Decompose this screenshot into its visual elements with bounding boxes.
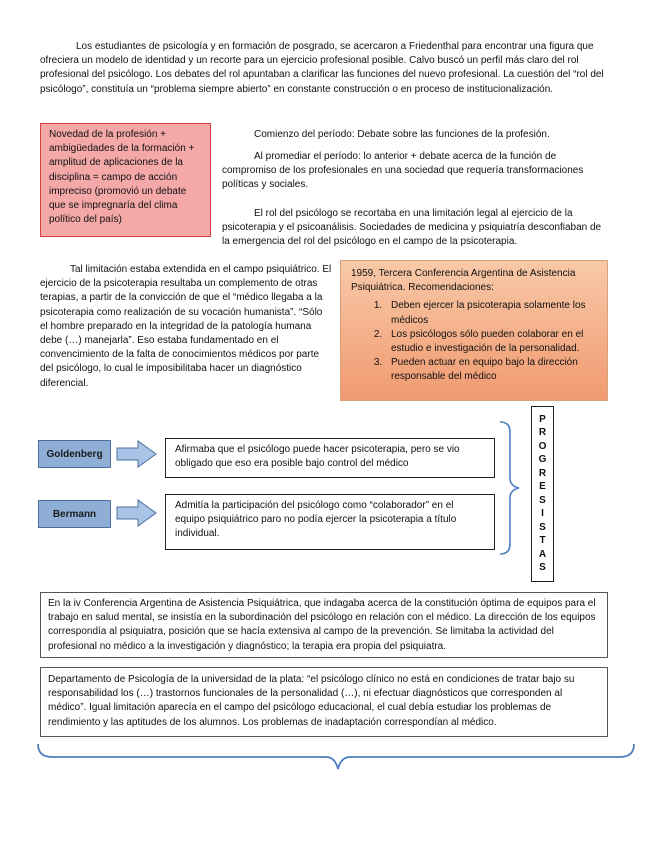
bottom-brace-icon	[38, 744, 634, 769]
pink-summary-text: Novedad de la profesión + ambigüedades de la formación + amplitud de aplicaciones de la disciplina = campo de acción impreciso (promovió un debate que se impregnaría del clima político del país)	[49, 129, 195, 226]
la-plata-text: Departamento de Psicología de la universidad de la plata: “el psicólogo clínico no está en condiciones de tratar bajo su responsabilidad los (…) trastornos funcionales de la personalidad (…), ni efectuar diagnósticos que corresponden al médico”. Igual limitación aparecía en el campo del psicólogo educacional, el cual debía estudiar los problemas de rendimiento y las aptitudes de los alumnos. Los problemas de inadaptación correspondían al médico.	[48, 674, 575, 728]
goldenberg-text: Afirmaba que el psicólogo puede hacer psicoterapia, pero se vio obligado que eso era posible bajo control del médico	[175, 444, 460, 470]
recommendation-item: 3. Pueden actuar en equipo bajo la dirección responsable del médico	[385, 356, 599, 384]
fourth-conference-box	[40, 592, 608, 658]
bermann-text: Admitía la participación del psicólogo como “colaborador” en el equipo psiquiátrico paro no podía ejercer la psicoterapia a título individual.	[175, 500, 457, 540]
fourth-conference-text: En la iv Conferencia Argentina de Asistencia Psiquiátrica, que indagaba acerca de la constitución óptima de equipos para el trabajo en salud mental, se insistía en la subordinación del psicólogo en relación con el médico. La dirección de los equipos correspondía al psiquiatra, posición que se hacía extensiva al campo de la prevención. Se limitaba la actividad del profesional no médico a la investigación y diagnóstico; la terapia era propia del psiquiatra.	[48, 598, 596, 652]
arrow-right-icon	[117, 500, 156, 526]
recommendation-item: 2. Los psicólogos sólo pueden colaborar en el estudio e investigación de la personalidad.	[385, 328, 599, 356]
la-plata-box	[40, 667, 608, 737]
right-brace-icon	[500, 422, 519, 554]
bermann-label: Bermann	[38, 500, 111, 528]
period-role: El rol del psicólogo se recortaba en una limitación legal al ejercicio de la psicoterapia y el psicoanálisis. Sociedades de medicina y psiquiatría desconfiaban de la emergencia del rol del psicólogo en el campo de la psicoterapia.	[222, 208, 602, 248]
intro-paragraph: Los estudiantes de psicología y en formación de posgrado, se acercaron a Friedenthal para encontrar una figura que ofreciera un modelo de identidad y un recorte para un ejercicio profesional posible. Calvo buscó un perfil más claro del rol profesional del psicólogo. Los debates del rol apuntaban a clarificar las funciones del nuevo profesional. La cuestión del “rol del psicólogo”, constituía un “problema siempre abierto” en constante construcción o en proceso de institucionalización.	[40, 41, 604, 95]
period-start: Comienzo del período: Debate sobre las funciones de la profesión.	[254, 129, 550, 140]
period-middle: Al promediar el período: lo anterior + debate acerca de la función de compromiso de los profesionales en una sociedad que requería transformaciones políticas y sociales.	[222, 151, 584, 191]
goldenberg-label: Goldenberg	[38, 440, 111, 468]
limitation-paragraph: Tal limitación estaba extendida en el campo psiquiátrico. El ejercicio de la psicoterapia resultaba un complemento de otras terapias, a partir de la convicción de que el “médico llegaba a la psicoterapia como realización de su vocación humanista”. “Sólo el hombre preparado en la integridad de la patología humana debe (…) manejarla”. Eso estaba fundamentado en el convencimiento de la falta de conocimientos médicos por parte del psicólogo, lo cual le imposibilitaba hacer un diagnóstico diferencial.	[40, 264, 332, 389]
recommendation-item: 1. Deben ejercer la psicoterapia solamente los médicos	[385, 299, 599, 327]
progresistas-vertical-label: P R O G R E S I S T A S	[531, 406, 554, 582]
arrow-right-icon	[117, 441, 156, 467]
conference-title: 1959, Tercera Conferencia Argentina de Asistencia Psiquiátrica. Recomendaciones:	[351, 268, 576, 294]
